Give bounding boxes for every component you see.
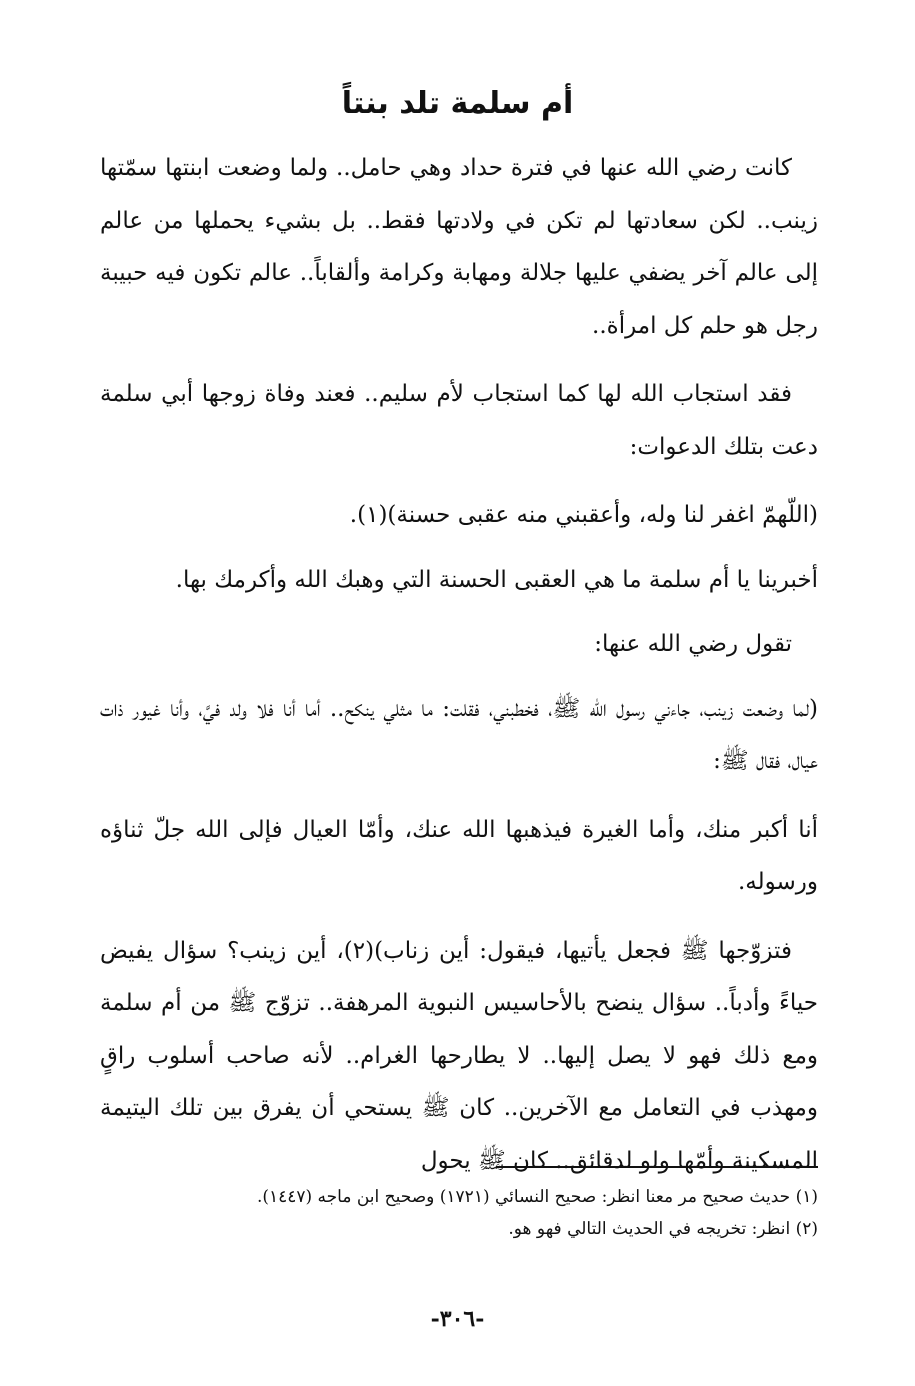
paragraph: فقد استجاب الله لها كما استجاب لأم سليم.. فعند وفاة زوجها أبي سلمة دعت بتلك الدعوات: <box>100 381 818 460</box>
footnote: (١) حديث صحيح مر معنا انظر: صحيح النسائي (١٧٢١) وصحيح ابن ماجه (١٤٤٧). <box>256 1187 818 1207</box>
footnote: (٢) انظر: تخريجه في الحديث التالي فهو هو. <box>508 1219 818 1239</box>
quoted-prayer: (اللّهمّ اغفر لنا وله، وأعقبني منه عقبى حسنة)(١). <box>349 502 818 528</box>
chapter-title: أم سلمة تلد بنتاً <box>341 86 574 121</box>
paragraph: فتزوّجها ﷺ فجعل يأتيها، فيقول: أين زناب)(٢)، أين زينب؟ سؤال يفيض حياءً وأدباً.. سؤال ينضح بالأحاسيس النبوية المرهفة.. تزوّج ﷺ من أم سلمة ومع ذلك فهو لا يصل إليها.. لا يطارحها الغرام.. لأنه صاحب أسلوب راقٍ ومهذب في التعامل مع الآخرين.. كان ﷺ يستحي أن يفرق بين تلك اليتيمة المسكينة وأمّها ولو لدقائق.. كان ﷺ يحول <box>100 937 818 1174</box>
body-text <box>100 142 818 1203</box>
quoted-narration: أنا أكبر منك، وأما الغيرة فيذهبها الله عنك، وأمّا العيال فإلى الله جلّ ثناؤه ورسوله. <box>100 816 818 895</box>
page-number: -٣٠٦- <box>430 1306 485 1332</box>
footnote-divider <box>496 1166 818 1168</box>
quoted-narration: (لما وضعت زينب، جاءني رسول الله ﷺ، فخطبني، فقلت: ما مثلي ينكح.. أما أنا فلا ولد فيَّ، وأنا غيور ذات عيال، فقال ﷺ: <box>100 695 818 774</box>
paragraph: كانت رضي الله عنها في فترة حداد وهي حامل.. ولما وضعت ابنتها سمّتها زينب.. لكن سعادتها لم تكن في ولادتها فقط.. بل بشيء يحملها من عالم إلى عالم آخر يضفي عليها جلالة ومهابة وكرامة وألقاباً.. عالم تكون فيه حبيبة رجل هو حلم كل امرأة.. <box>100 155 818 339</box>
footnotes <box>100 1181 818 1245</box>
paragraph: تقول رضي الله عنها: <box>594 631 792 657</box>
paragraph: أخبرينا يا أم سلمة ما هي العقبى الحسنة التي وهبك الله وأكرمك بها. <box>175 566 818 593</box>
